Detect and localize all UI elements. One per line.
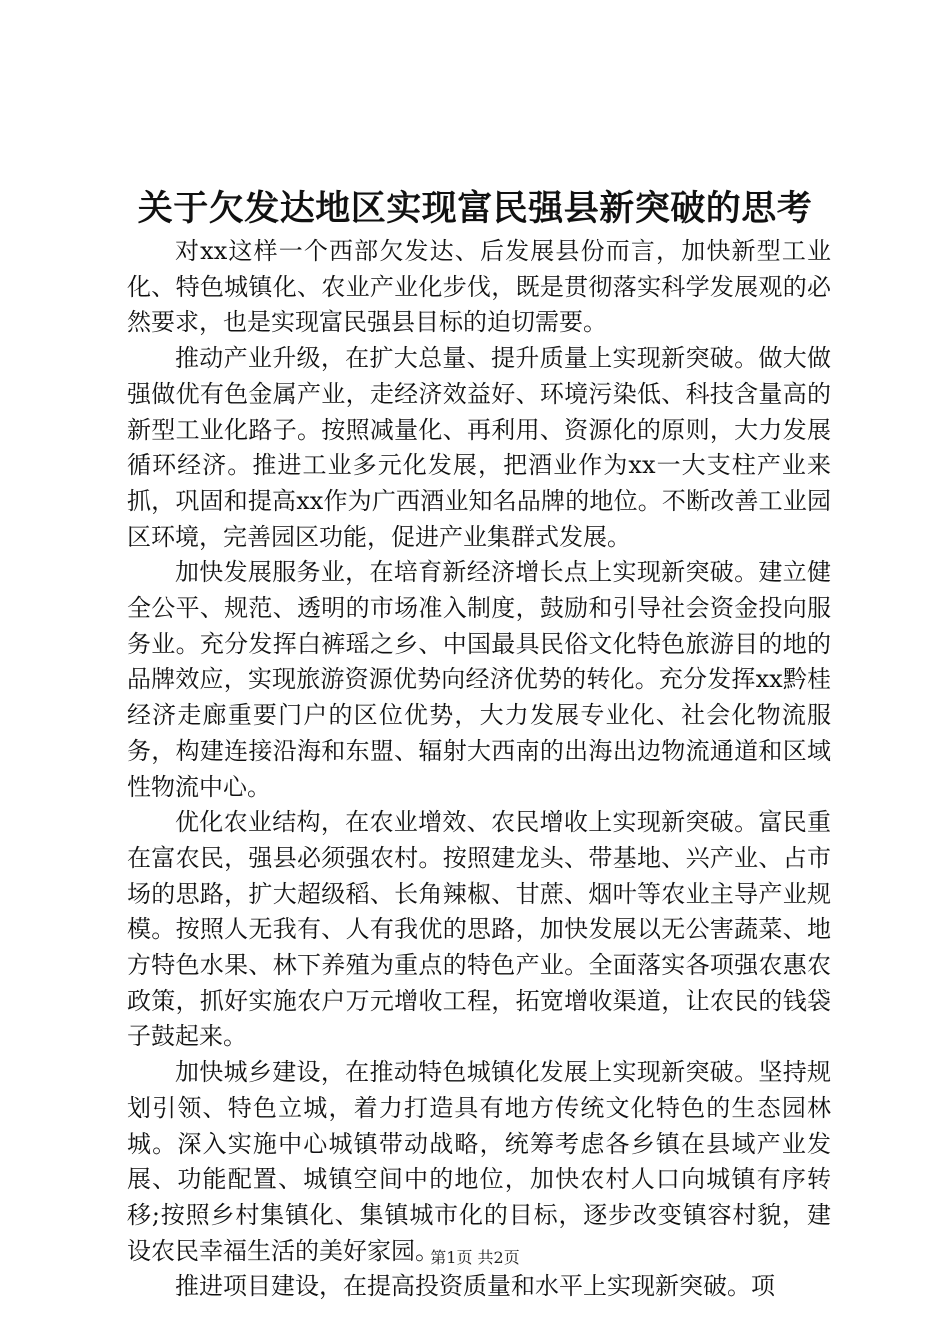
paragraph: 加快发展服务业，在培育新经济增长点上实现新突破。建立健全公平、规范、透明的市场准入制度，鼓励和引导社会资金投向服务业。充分发挥白裤瑶之乡、中国最具民俗文化特色旅游目的地的品牌效应，实现旅游资源优势向经济优势的转化。充分发挥xx黔桂经济走廊重要门户的区位优势，大力发展专业化、社会化物流服务，构建连接沿海和东盟、辐射大西南的出海出边物流通道和区域性物流中心。 (127, 558, 831, 801)
paragraph: 加快城乡建设，在推动特色城镇化发展上实现新突破。坚持规划引领、特色立城，着力打造具有地方传统文化特色的生态园林城。深入实施中心城镇带动战略，统筹考虑各乡镇在县域产业发展、功能配置、城镇空间中的地位，加快农村人口向城镇有序转移;按照乡村集镇化、集镇城市化的目标，逐步改变镇容村貌，建设农民幸福生活的美好家园。 (127, 1058, 831, 1265)
document-title: 关于欠发达地区实现富民强县新突破的思考 (137, 188, 813, 229)
paragraph: 对xx这样一个西部欠发达、后发展县份而言，加快新型工业化、特色城镇化、农业产业化步伐，既是贯彻落实科学发展观的必然要求，也是实现富民强县目标的迫切需要。 (127, 237, 831, 337)
paragraph: 推进项目建设，在提高投资质量和水平上实现新突破。项 (175, 1272, 775, 1301)
document-body (127, 234, 831, 1305)
paragraph: 推动产业升级，在扩大总量、提升质量上实现新突破。做大做强做优有色金属产业，走经济效益好、环境污染低、科技含量高的新型工业化路子。按照减量化、再利用、资源化的原则，大力发展循环经济。推进工业多元化发展，把酒业作为xx一大支柱产业来抓，巩固和提高xx作为广西酒业知名品牌的地位。不断改善工业园区环境，完善园区功能，促进产业集群式发展。 (127, 344, 831, 551)
page-number-footer: 第1页 共2页 (430, 1248, 520, 1267)
paragraph: 优化农业结构，在农业增效、农民增收上实现新突破。富民重在富农民，强县必须强农村。按照建龙头、带基地、兴产业、占市场的思路，扩大超级稻、长角辣椒、甘蔗、烟叶等农业主导产业规模。按照人无我有、人有我优的思路，加快发展以无公害蔬菜、地方特色水果、林下养殖为重点的特色产业。全面落实各项强农惠农政策，抓好实施农户万元增收工程，拓宽增收渠道，让农民的钱袋子鼓起来。 (127, 808, 831, 1051)
